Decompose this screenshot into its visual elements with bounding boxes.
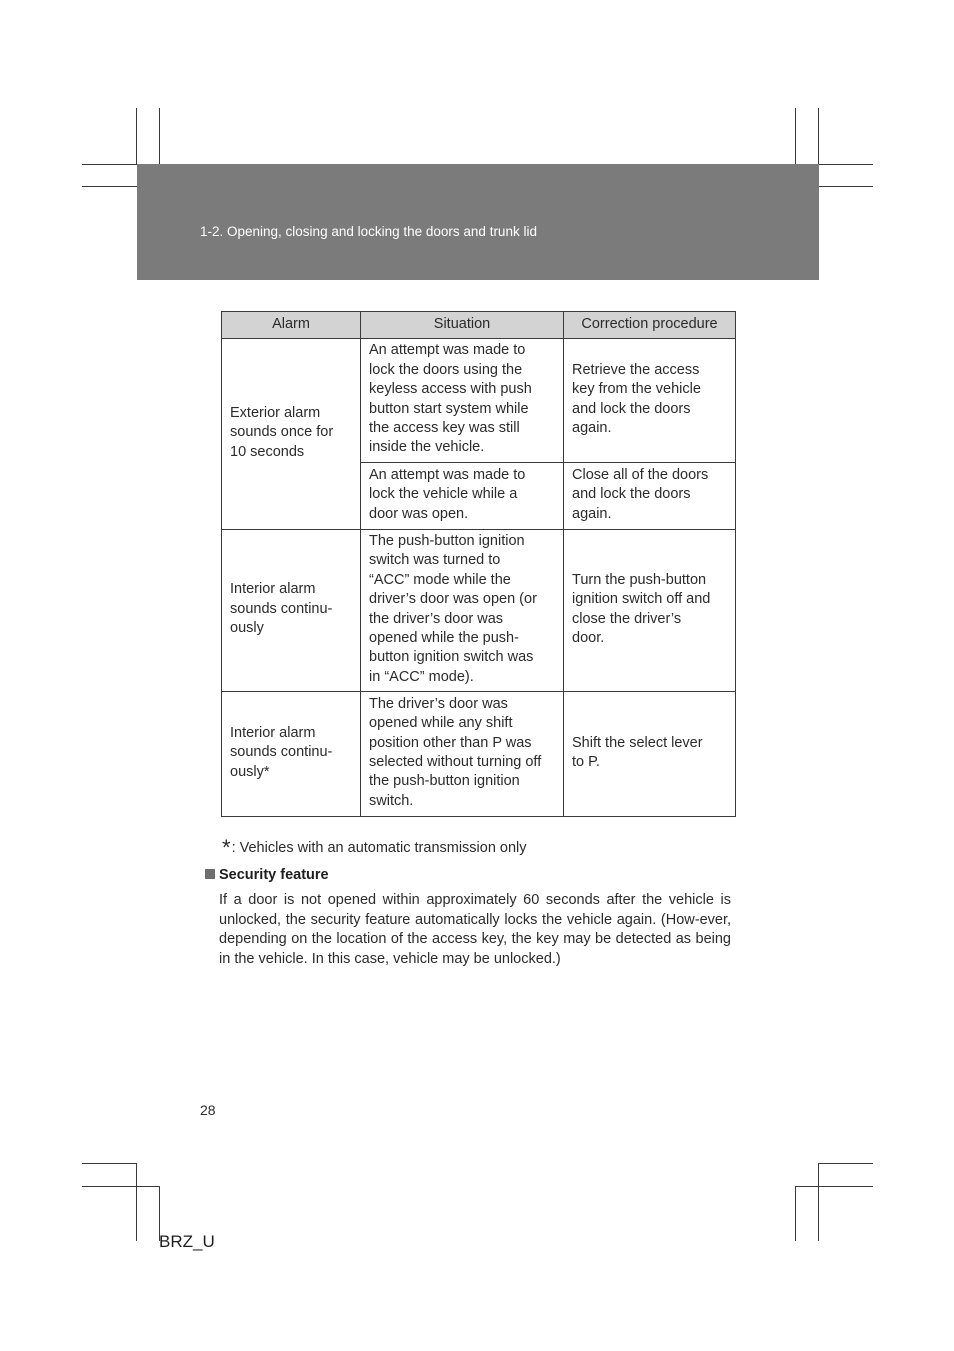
crop-mark bbox=[818, 186, 873, 187]
model-code: BRZ_U bbox=[159, 1232, 215, 1251]
crop-mark bbox=[136, 1163, 137, 1241]
crop-mark bbox=[818, 164, 873, 165]
situation-cell bbox=[361, 692, 564, 817]
column-header-situation: Situation bbox=[361, 312, 564, 339]
alarm-text: Interior alarm sounds continu- ously bbox=[230, 581, 333, 637]
section-title: 1-2. Opening, closing and locking the doors and trunk lid bbox=[200, 224, 537, 239]
crop-mark bbox=[82, 1163, 137, 1164]
footnote-mark: * bbox=[222, 835, 231, 860]
situation-cell bbox=[361, 339, 564, 463]
crop-mark bbox=[795, 1186, 873, 1187]
crop-mark bbox=[82, 1186, 160, 1187]
crop-mark bbox=[82, 186, 137, 187]
correction-text: Turn the push-button ignition switch off and close the driver’s door. bbox=[572, 571, 711, 646]
footnote bbox=[222, 835, 527, 861]
correction-cell bbox=[564, 339, 736, 463]
column-header-alarm: Alarm bbox=[222, 312, 361, 339]
alarm-text: Exterior alarm sounds once for 10 seconds bbox=[230, 404, 334, 460]
correction-cell bbox=[564, 530, 736, 692]
crop-mark bbox=[818, 108, 819, 164]
section-header-band bbox=[137, 164, 819, 280]
alarm-text: Interior alarm sounds continu- ously* bbox=[230, 724, 333, 780]
alarm-table bbox=[221, 311, 736, 817]
security-feature-heading bbox=[205, 867, 329, 883]
crop-mark bbox=[795, 1186, 796, 1241]
correction-text: Retrieve the access key from the vehicle and lock the doors again. bbox=[572, 361, 701, 436]
situation-text: An attempt was made to lock the vehicle while a door was open. bbox=[369, 466, 526, 522]
crop-mark bbox=[818, 1163, 873, 1164]
square-bullet-icon bbox=[205, 869, 215, 879]
situation-text: The push-button ignition switch was turned to “ACC” mode while the driver’s door was open (or the driver’s door was opened while the push- button ignition switch was in “ACC” mode). bbox=[369, 532, 537, 685]
crop-mark bbox=[82, 164, 137, 165]
correction-cell bbox=[564, 463, 736, 530]
footnote-text: : Vehicles with an automatic transmission only bbox=[231, 840, 527, 856]
situation-cell bbox=[361, 463, 564, 530]
table-row bbox=[222, 339, 736, 463]
crop-mark bbox=[818, 1163, 819, 1241]
alarm-cell bbox=[222, 339, 361, 530]
page-number: 28 bbox=[200, 1102, 216, 1118]
column-header-correction: Correction procedure bbox=[564, 312, 736, 339]
situation-text: The driver’s door was opened while any shift position other than P was selected without turning off the push-button ignition switch. bbox=[369, 695, 542, 809]
crop-mark bbox=[795, 108, 796, 164]
alarm-cell bbox=[222, 692, 361, 817]
crop-mark bbox=[136, 108, 137, 164]
table-row bbox=[222, 692, 736, 817]
security-feature-title: Security feature bbox=[219, 867, 329, 883]
alarm-cell bbox=[222, 530, 361, 692]
security-feature-body: If a door is not opened within approximately 60 seconds after the vehicle is unlocked, the security feature automatically locks the vehicle again. (How-ever, depending on the location of the access key, the key may be detected as being in the vehicle. In this case, vehicle may be unlocked.) bbox=[219, 892, 731, 967]
situation-cell bbox=[361, 530, 564, 692]
table-row bbox=[222, 530, 736, 692]
correction-text: Shift the select lever to P. bbox=[572, 734, 703, 770]
table-header-row bbox=[222, 312, 736, 339]
correction-text: Close all of the doors and lock the doors again. bbox=[572, 466, 709, 522]
alarm-table-container bbox=[221, 311, 735, 817]
crop-mark bbox=[159, 108, 160, 164]
situation-text: An attempt was made to lock the doors using the keyless access with push button start system while the access key was still inside the vehicle. bbox=[369, 342, 532, 456]
correction-cell bbox=[564, 692, 736, 817]
